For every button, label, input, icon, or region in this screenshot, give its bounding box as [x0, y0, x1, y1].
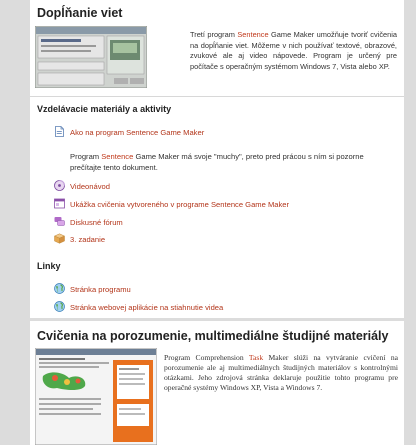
- document-icon: [54, 126, 65, 137]
- materials-heading: Vzdelávacie materiály a aktivity: [37, 104, 172, 114]
- link-stranka-webovej-aplikacie[interactable]: Stránka webovej aplikácie na stiahnutie videa: [70, 303, 224, 312]
- globe-icon: [54, 283, 65, 294]
- program-screenshot-thumbnail: [35, 348, 157, 445]
- section-description: Program Comprehension Task Maker slúži na vytváranie cvičení na porozumenie ale aj multimediálnych študijných materiálov s kontrolnými otázkami. Jeho zdrojová stránka deklaruje použitie tohto programu pre operačné systémy Windows XP, Vista a Windows 7.: [164, 353, 398, 392]
- section-title: Dopĺňanie viet: [37, 6, 123, 20]
- section-sentence-game-maker: [30, 0, 404, 318]
- link-ukazka-cvicenia[interactable]: Ukážka cvičenia vytvoreného v programe Sentence Game Maker: [70, 200, 290, 209]
- link-3-zadanie[interactable]: 3. zadanie: [70, 235, 106, 244]
- section-description: Tretí program Sentence Game Maker umožňuje tvoriť cvičenia na dopĺňanie viet. Môžeme v nich používať textové, obrazové, zvukové ale aj video nápovede. Program je určený pre počítače s operačným systémom Windows 7, Vista alebo XP.: [190, 30, 398, 71]
- section-title: Cvičenia na porozumenie, multimediálne študijné materiály: [37, 329, 389, 343]
- links-heading: Linky: [37, 261, 61, 271]
- window-icon: [54, 198, 65, 209]
- program-screenshot-thumbnail: [35, 26, 147, 88]
- globe-icon: [54, 301, 65, 312]
- link-stranka-programu[interactable]: Stránka programu: [70, 285, 131, 294]
- link-videonavod[interactable]: Videonávod: [70, 182, 110, 191]
- link-ako-na-program[interactable]: Ako na program Sentence Game Maker: [70, 128, 205, 137]
- section-comprehension-task-maker: [30, 321, 404, 445]
- divider: [30, 96, 404, 97]
- materials-note: Program Sentence Game Maker má svoje "muchy", preto pred prácou s ním si pozorne prečítajte tento dokument.: [70, 152, 364, 172]
- assignment-icon: [54, 233, 65, 244]
- video-icon: [54, 180, 65, 191]
- link-diskusne-forum[interactable]: Diskusné fórum: [70, 218, 123, 227]
- forum-icon: [54, 216, 65, 227]
